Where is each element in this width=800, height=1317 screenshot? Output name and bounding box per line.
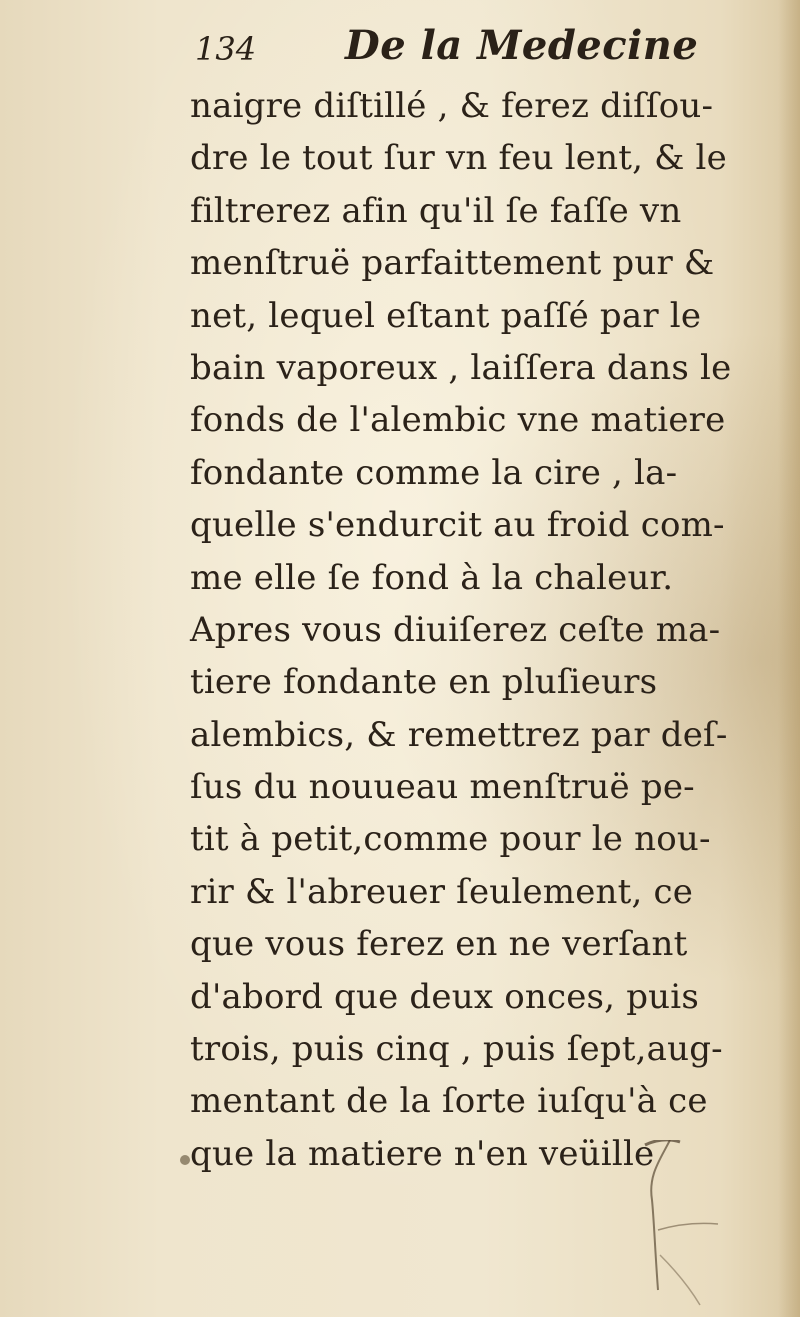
text-line: que la matiere n'en veüille xyxy=(190,1133,655,1174)
text-line: naigre diſtillé , & ferez diſſou- xyxy=(190,86,714,126)
text-line: mentant de la ſorte iuſqu'à ce xyxy=(190,1081,708,1122)
text-line: alembics, & remettrez par deſ- xyxy=(190,714,728,755)
page-header xyxy=(195,22,715,82)
ink-flourish-mark xyxy=(640,1140,740,1310)
text-line: trois, puis cinq , puis ſept,aug- xyxy=(190,1029,723,1070)
text-line: tit à petit,comme pour le nou- xyxy=(190,819,711,860)
text-line: fondante comme la cire , la- xyxy=(190,452,678,493)
text-line: Apres vous diuiſerez ceſte ma- xyxy=(190,609,721,650)
text-line: net, lequel eſtant paſſé par le xyxy=(190,295,702,336)
text-line: que vous ferez en ne verſant xyxy=(190,924,688,965)
text-line: menſtruë parfaittement pur & xyxy=(190,243,715,284)
text-line: dre le tout ſur vn feu lent, & le xyxy=(190,138,727,179)
text-line: me elle ſe fond à la chaleur. xyxy=(190,557,674,598)
page-edge-shadow xyxy=(778,0,800,1317)
page-number: 134 xyxy=(195,30,257,68)
text-line: rir & l'abreuer ſeulement, ce xyxy=(190,871,694,912)
running-head: De la Medecine xyxy=(345,22,699,69)
text-line: fonds de l'alembic vne matiere xyxy=(190,400,726,441)
text-line: tiere fondante en pluſieurs xyxy=(190,662,658,703)
text-line: ſus du nouueau menſtruë pe- xyxy=(190,767,695,808)
ink-stain xyxy=(180,1155,190,1165)
text-line: d'abord que deux onces, puis xyxy=(190,976,699,1017)
text-line: quelle s'endurcit au froid com- xyxy=(190,505,725,546)
body-text xyxy=(190,80,770,1180)
text-line: bain vaporeux , laiſſera dans le xyxy=(190,347,732,388)
text-line: filtrerez afin qu'il ſe faſſe vn xyxy=(190,190,682,231)
